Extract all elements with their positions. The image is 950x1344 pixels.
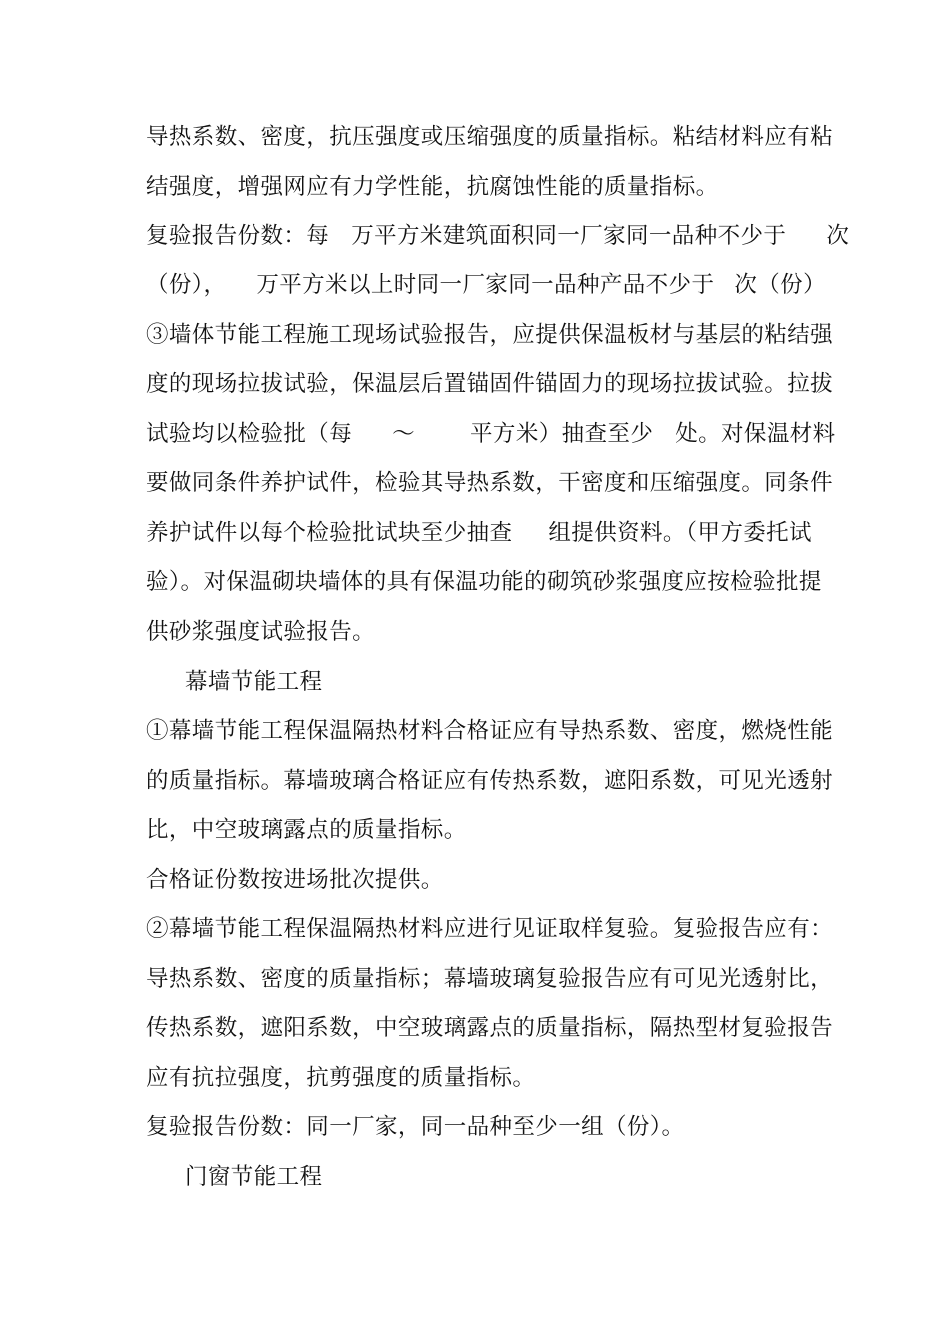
heading-text: 门窗节能工程 (185, 1164, 323, 1190)
text-segment: （份）， (146, 272, 227, 298)
text-segment: ①幕墙节能工程保温隔热材料合格证应有导热系数、密度，燃烧性能 (146, 718, 834, 744)
text-line (146, 419, 836, 449)
text-line (146, 914, 833, 944)
text-line (146, 716, 833, 746)
text-segment: 比，中空玻璃露点的质量指标。 (146, 817, 467, 843)
text-segment: ③墙体节能工程施工现场试验报告，应提供保温板材与基层的粘结强 (146, 322, 834, 348)
text-segment: 组提供资料。（甲方委托试 (548, 520, 812, 546)
text-line (146, 172, 719, 202)
text-segment: 合格证份数按进场批次提供。 (146, 867, 444, 893)
text-segment: 要做同条件养护试件，检验其导热系数，干密度和压缩强度。同条件 (146, 470, 834, 496)
text-segment: 次 (826, 223, 850, 249)
text-line (146, 1013, 833, 1043)
text-line (146, 320, 833, 350)
text-segment: 导热系数、密度，抗压强度或压缩强度的质量指标。粘结材料应有粘 (146, 124, 834, 150)
text-segment: 处。对保温材料 (675, 421, 836, 447)
text-line (146, 518, 812, 548)
text-line (146, 1063, 535, 1093)
heading-text: 幕墙节能工程 (185, 669, 323, 695)
text-segment: 复验报告份数：同一厂家，同一品种至少一组（份）。 (146, 1114, 685, 1140)
text-segment: 供砂浆强度试验报告。 (146, 619, 376, 645)
text-segment: 传热系数，遮阳系数，中空玻璃露点的质量指标，隔热型材复验报告 (146, 1015, 834, 1041)
text-segment: 导热系数、密度的质量指标；幕墙玻璃复验报告应有可见光透射比， (146, 966, 834, 992)
text-line (146, 964, 833, 994)
text-line (146, 270, 826, 300)
text-line (146, 221, 849, 251)
text-segment: ～ (392, 421, 416, 447)
text-segment: 度的现场拉拔试验，保温层后置锚固件锚固力的现场拉拔试验。拉拔 (146, 371, 834, 397)
text-line (146, 567, 822, 597)
text-segment: 的质量指标。幕墙玻璃合格证应有传热系数，遮阳系数，可见光透射 (146, 768, 834, 794)
text-segment: 万平方米以上时同一厂家同一品种产品不少于 (256, 272, 715, 298)
text-line (146, 1112, 684, 1142)
text-segment: 复验报告份数：每 (146, 223, 330, 249)
text-segment: 试验均以检验批（每 (146, 421, 353, 447)
text-segment: 应有抗拉强度，抗剪强度的质量指标。 (146, 1065, 536, 1091)
text-segment: 养护试件以每个检验批试块至少抽查 (146, 520, 513, 546)
text-line (146, 468, 833, 498)
text-line (146, 766, 833, 796)
text-segment: 次（份） (734, 272, 826, 298)
text-line (146, 865, 444, 895)
text-line (146, 122, 833, 152)
text-line (146, 617, 375, 647)
text-line (146, 369, 833, 399)
section-heading (185, 667, 322, 697)
text-segment: 万平方米建筑面积同一厂家同一品种不少于 (351, 223, 787, 249)
text-line (146, 815, 467, 845)
text-segment: 验）。对保温砌块墙体的具有保温功能的砌筑砂浆强度应按检验批提 (146, 569, 822, 595)
section-heading (185, 1162, 322, 1192)
text-segment: 平方米）抽查至少 (470, 421, 654, 447)
text-segment: ②幕墙节能工程保温隔热材料应进行见证取样复验。复验报告应有： (146, 916, 834, 942)
text-segment: 结强度，增强网应有力学性能，抗腐蚀性能的质量指标。 (146, 174, 719, 200)
